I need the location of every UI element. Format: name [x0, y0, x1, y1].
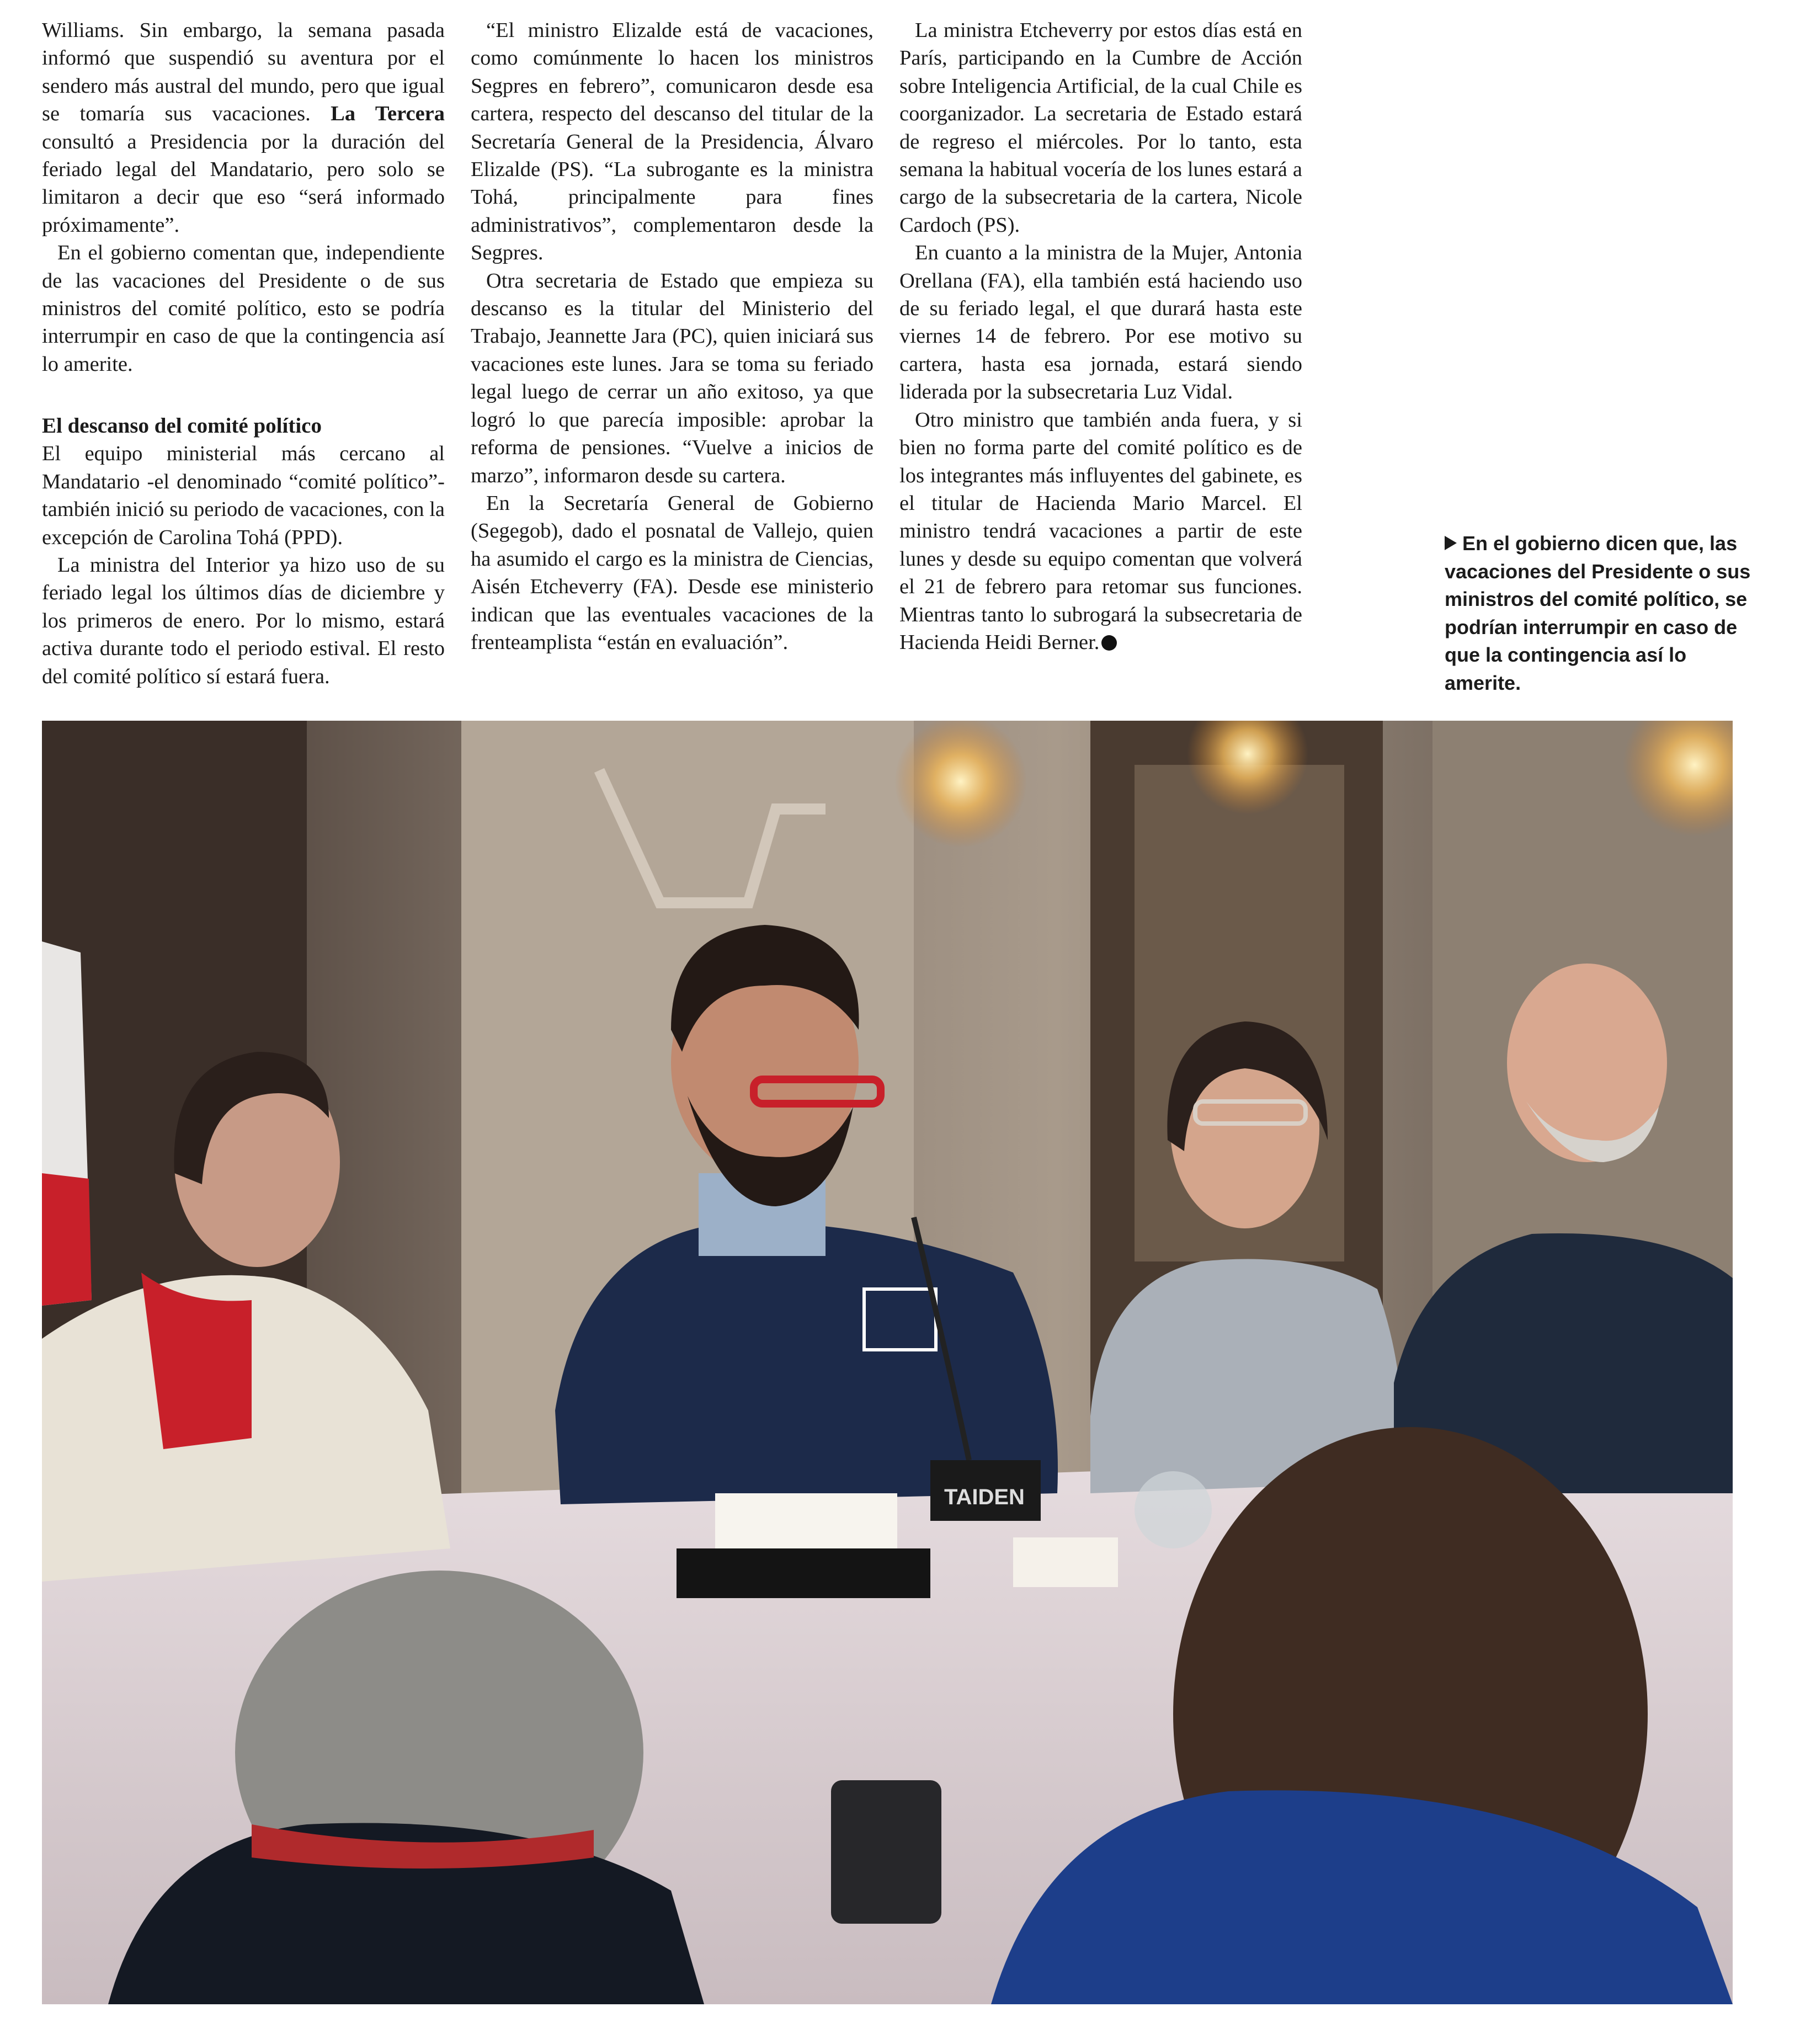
paragraph: Otra secretaria de Estado que empieza su descanso es la titular del Ministerio del Trabajo, Jeannette Jara (PC), quien iniciará sus vacaciones este lunes. Jara se toma su feriado legal luego de cerrar un año exitoso, ya que logró lo que parecía imposible: aprobar la reforma de pensiones. “Vuelve a inicios de marzo”, informaron desde su cartera. — [471, 269, 874, 487]
paragraph-text: consultó a Presidencia por la duración del feriado legal del Mandatario, pero solo se limitaron a decir que eso “será informado próximamente”. — [42, 130, 445, 237]
notebook — [715, 1493, 897, 1554]
newspaper-name: La Tercera — [331, 102, 445, 126]
phone — [831, 1780, 941, 1924]
end-of-article-dot-icon — [1101, 635, 1117, 651]
paragraph-text: Williams. Sin embargo, la semana pasada informó que suspendió su aventura por el sendero más austral del mundo, pero que igual se tomaría sus vacaciones. — [42, 19, 445, 126]
section-subhead: El descanso del comité político — [42, 414, 322, 438]
paragraph — [42, 17, 445, 239]
paragraph: La ministra del Interior ya hizo uso de su feriado legal los últimos días de diciembre y los primeros de enero. Por lo mismo, estará activa durante todo el periodo estival. El resto del comité político sí estará fuera. — [42, 553, 445, 688]
photo-caption — [1445, 530, 1754, 697]
caption-triangle-icon — [1445, 536, 1457, 550]
paragraph: El equipo ministerial más cercano al Mandatario -el denominado “comité político”- también inició su periodo de vacaciones, con la excepción de Carolina Tohá (PPD). — [42, 442, 445, 549]
caption-text: En el gobierno dicen que, las vacaciones del Presidente o sus ministros del comité político, se podrían interrumpir en caso de que la contingencia así lo amerite. — [1445, 532, 1751, 694]
article-column-3 — [899, 17, 1302, 656]
chile-flag-red — [42, 1173, 92, 1306]
paragraph: En la Secretaría General de Gobierno (Segegob), dado el posnatal de Vallejo, quien ha asumido el cargo es la ministra de Ciencias, Aisén Etcheverry (FA). Desde ese ministerio indican que las eventuales vacaciones de la frenteamplista “están en evaluación”. — [471, 491, 874, 654]
news-photo — [42, 721, 1733, 2004]
name-card — [1013, 1537, 1118, 1587]
paragraph: “El ministro Elizalde está de vacaciones, como comúnmente lo hacen los ministros Segpres en febrero”, comunicaron desde esa cartera, respecto del descanso del titular de la Secretaría General de la Presidencia, Álvaro Elizalde (PS). “La subrogante es la ministra Tohá, principalmente para fines administrativos”, complementaron desde la Segpres. — [471, 19, 874, 265]
paragraph: En cuanto a la ministra de la Mujer, Antonia Orellana (FA), ella también está haciendo uso de su feriado legal, el que durará hasta este viernes 14 de febrero. Por ese motivo su cartera, hasta esa jornada, estará siendo liderada por la subsecretaria Luz Vidal. — [899, 241, 1302, 404]
paragraph-text: Otro ministro que también anda fuera, y si bien no forma parte del comité político es de los integrantes más influyentes del gabinete, es el titular de Hacienda Mario Marcel. El ministro tendrá vacaciones a partir de este lunes y desde su equipo comentan que volverá el 21 de febrero para retomar sus funciones. Mientras tanto lo subrogará la subsecretaria de Hacienda Heidi Berner. — [899, 408, 1302, 654]
paragraph — [899, 406, 1302, 657]
laptop — [677, 1548, 930, 1598]
paragraph: En el gobierno comentan que, independiente de las vacaciones del Presidente o de sus ministros del comité político, esto se podría interrumpir en caso de que la contingencia así lo amerite. — [42, 241, 445, 376]
meeting-photo-illustration — [42, 721, 1733, 2004]
water-glass — [1135, 1471, 1212, 1548]
microphone-brand-label: TAIDEN — [944, 1485, 1025, 1509]
paragraph: La ministra Etcheverry por estos días está en París, participando en la Cumbre de Acción sobre Inteligencia Artificial, de la cual Chile es coorganizador. La secretaria de Estado estará de regreso el miércoles. Por lo tanto, esta semana la habitual vocería de los lunes estará a cargo de la subsecretaria de la cartera, Nicole Cardoch (PS). — [899, 19, 1302, 237]
wall-lamp — [894, 721, 1027, 848]
article-column-2 — [471, 17, 874, 656]
article-column-1 — [42, 17, 445, 690]
